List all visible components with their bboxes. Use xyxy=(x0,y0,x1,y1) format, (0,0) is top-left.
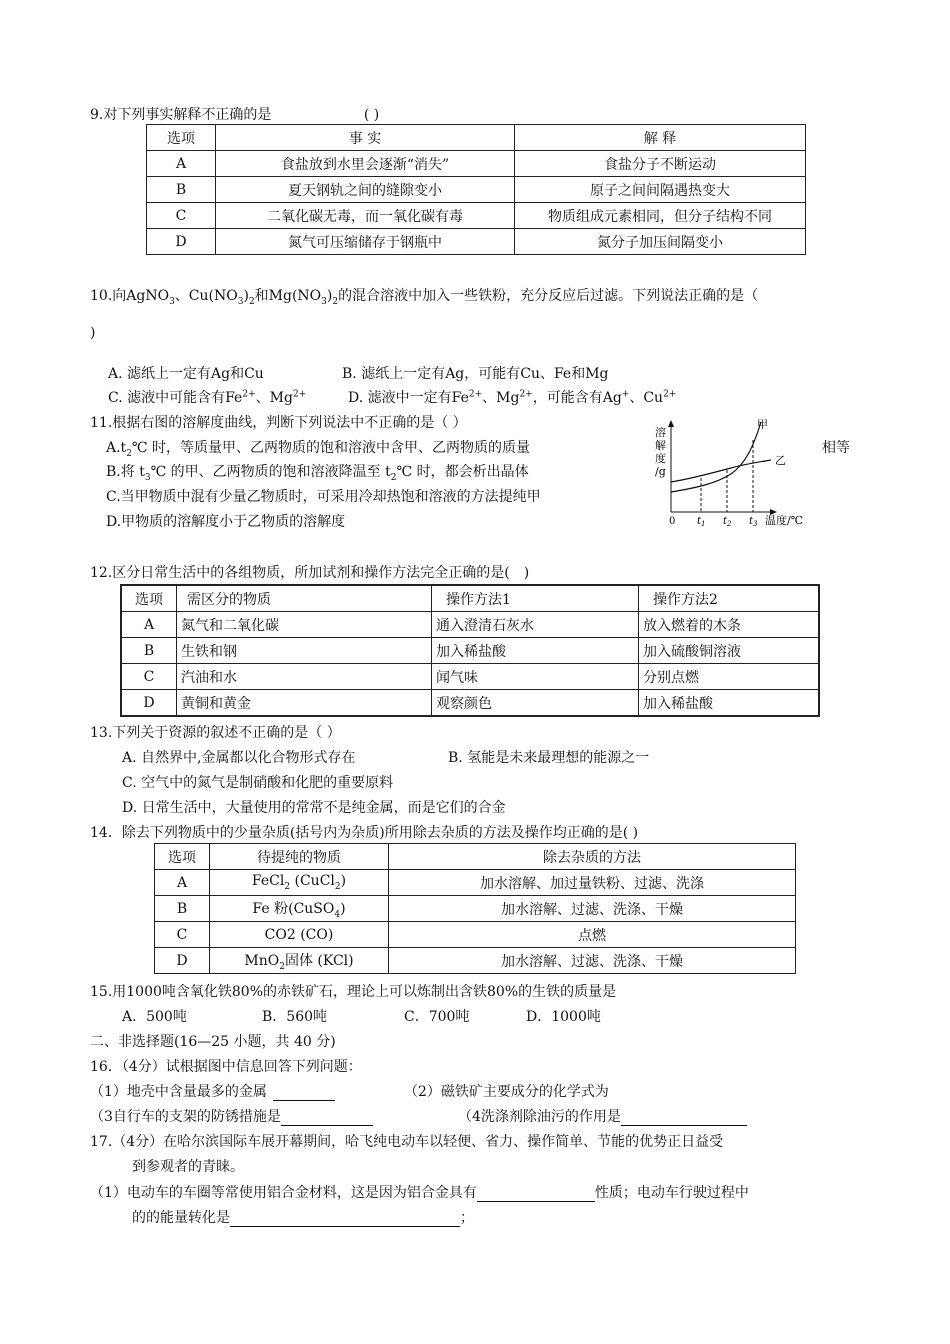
q11-stem: 11.根据右图的溶解度曲线，判断下列说法中不正确的是（ ） xyxy=(90,415,467,431)
q17-part1-cont: 的的能量转化是 ； xyxy=(132,1210,474,1226)
answer-blank[interactable] xyxy=(281,1111,373,1126)
q13-stem: 13.下列关于资源的叙述不正确的是（ ） xyxy=(90,725,341,741)
answer-blank[interactable] xyxy=(477,1187,595,1202)
table-row: B Fe 粉(CuSO$_4$) 加水溶解、过滤、洗涤、干燥 xyxy=(155,896,796,922)
q13-option-a: A. 自然界中,金属都以化合物形式存在 xyxy=(122,750,356,766)
q17-line2: 到参观者的青睐。 xyxy=(132,1159,244,1175)
q10-option-d: D. 滤液中一定有$Fe^{2+}$、$Mg^{2+}$，可能含有Ag+、$Cu^{2+}$ xyxy=(348,389,677,406)
answer-blank[interactable] xyxy=(273,1086,335,1101)
q15-option-d: D．1000吨 xyxy=(526,1009,601,1025)
q11-option-a: $A.t_2℃$ 时，等质量甲、乙两物质的饱和溶液中含甲、乙两物质的质量 xyxy=(106,440,531,459)
q14-stem: 14．除去下列物质中的少量杂质(括号内为杂质)所用除去杂质的方法及操作均正确的是( ) xyxy=(90,825,639,841)
q13-option-d: D. 日常生活中，大量使用的常常不是纯金属，而是它们的合金 xyxy=(122,800,506,816)
svg-text:解: 解 xyxy=(655,439,666,452)
q12-stem: 12.区分日常生活中的各组物质，所加试剂和操作方法完全正确的是( ) xyxy=(90,565,530,581)
q12-table xyxy=(120,584,820,717)
table-header-row: 选项 需区分的物质 操作方法1 操作方法2 xyxy=(121,585,819,612)
origin-label: 0 xyxy=(669,516,676,527)
solubility-curve-graph xyxy=(655,418,825,530)
q16-part3: （3自行车的支架的防锈措施是 xyxy=(90,1106,373,1126)
section-heading: 二、非选择题(16—25 小题，共 40 分) xyxy=(90,1034,336,1050)
x-axis-label: 温度/℃ xyxy=(765,514,804,527)
q15-stem: 15.用1000吨含氧化铁80%的赤铁矿石，理论上可以炼制出含铁80%的生铁的质量是 xyxy=(90,984,617,1000)
answer-blank[interactable] xyxy=(230,1212,460,1227)
table-row: C CO2 (CO) 点燃 xyxy=(155,922,796,948)
q16-stem: 16．（4分）试根据图中信息回答下列问题： xyxy=(90,1059,362,1075)
q15-option-b: B．560吨 xyxy=(262,1009,328,1025)
table-header-row: 选项 待提纯的物质 除去杂质的方法 xyxy=(155,844,796,870)
q10-option-a: A. 滤纸上一定有Ag和Cu xyxy=(108,366,264,382)
table-row: D 氮气可压缩储存于钢瓶中 氮分子加压间隔变小 xyxy=(147,229,806,255)
curve-jia xyxy=(671,422,761,492)
svg-text:/g: /g xyxy=(655,465,666,478)
table-row: A 食盐放到水里会逐渐“消失” 食盐分子不断运动 xyxy=(147,151,806,177)
q13-option-b: B. 氢能是未来最理想的能源之一 xyxy=(448,750,650,766)
q16-part2: （2）磁铁矿主要成分的化学式为 xyxy=(404,1084,609,1100)
q15-option-a: A．500吨 xyxy=(122,1009,187,1025)
q10-option-c: C. 滤液中可能含有$Fe^{2+}$、$Mg^{2+}$ xyxy=(108,389,307,406)
table-header-row: 选项 事 实 解 释 xyxy=(147,125,806,151)
q13-option-c: C. 空气中的氮气是制硝酸和化肥的重要原料 xyxy=(122,775,394,791)
q11-option-c: C.当甲物质中混有少量乙物质时，可采用冷却热饱和溶液的方法提纯甲 xyxy=(106,489,541,505)
tick-t1: $t_1$ xyxy=(697,516,706,528)
q16-part4: （4洗涤剂除油污的作用是 xyxy=(458,1106,747,1126)
q9-table xyxy=(146,124,806,255)
table-row: A FeCl$_2$ (CuCl$_2$) 加水溶解、加过量铁粉、过滤、洗涤 xyxy=(155,870,796,896)
curve-jia-label: 甲 xyxy=(757,418,768,431)
q15-option-c: C．700吨 xyxy=(404,1009,470,1025)
q17-part1: （1）电动车的车圈等常使用铝合金材料，这是因为铝合金具有 性质；电动车行驶过程中 xyxy=(90,1185,749,1201)
q17-line1: 17.（4分）在哈尔滨国际车展开幕期间，哈飞纯电动车以轻便、省力、操作简单、节能的优势正日益受 xyxy=(90,1134,724,1150)
table-row: D MnO$_2$固体 (KCl) 加水溶解、过滤、洗涤、干燥 xyxy=(155,948,796,974)
q11-option-b: B.将 $t_3℃$ 的甲、乙两物质的饱和溶液降温至 $t_2℃$ 时，都会析出晶体 xyxy=(106,464,529,483)
q10-option-b: B. 滤纸上一定有Ag，可能有Cu、Fe和Mg xyxy=(342,366,609,382)
tick-t3: $t_3$ xyxy=(749,516,758,528)
curve-yi-label: 乙 xyxy=(775,454,786,467)
table-row: A 氮气和二氧化碳 通入澄清石灰水 放入燃着的木条 xyxy=(121,612,819,638)
q11-option-a-tail: 相等 xyxy=(822,440,850,456)
answer-blank[interactable] xyxy=(621,1111,747,1126)
table-row: C 二氧化碳无毒，而一氧化碳有毒 物质组成元素相同，但分子结构不同 xyxy=(147,203,806,229)
q9-stem: 9.对下列事实解释不正确的是 ( ) xyxy=(90,107,380,123)
table-row: B 生铁和钢 加入稀盐酸 加入硫酸铜溶液 xyxy=(121,638,819,664)
tick-t2: $t_2$ xyxy=(723,516,732,528)
q10-close-paren: ) xyxy=(90,325,96,341)
table-row: D 黄铜和黄金 观察颜色 加入稀盐酸 xyxy=(121,690,819,717)
table-row: C 汽油和水 闻气味 分别点燃 xyxy=(121,664,819,690)
table-row: B 夏天钢轨之间的缝隙变小 原子之间间隔遇热变大 xyxy=(147,177,806,203)
q11-option-d: D.甲物质的溶解度小于乙物质的溶解度 xyxy=(106,514,346,530)
q10-stem: 10.向AgNO$_3$、$Cu(NO_3)_2$和$Mg(NO_3)_2$的混合溶液中加入一些铁粉，充分反应后过滤。下列说法正确的是（ xyxy=(90,288,759,307)
y-axis-label: 溶 xyxy=(655,426,666,439)
q14-table xyxy=(154,843,796,974)
svg-text:度: 度 xyxy=(655,452,666,465)
q16-part1: （1）地壳中含量最多的金属 xyxy=(90,1081,335,1101)
